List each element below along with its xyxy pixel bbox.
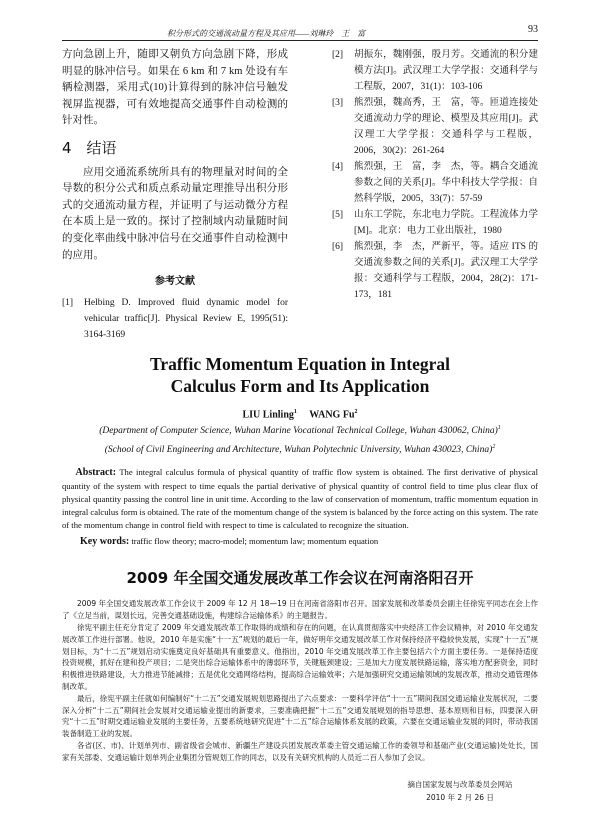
reference-number: [5]: [332, 210, 344, 220]
reference-item: [332, 207, 538, 239]
news-body: [62, 598, 538, 763]
two-column-body: [62, 47, 538, 343]
affiliation-1-mark: 1: [497, 425, 501, 432]
affiliation-1-text: (Department of Computer Science, Wuhan Marine Vocational Technical College, Wuhan 430062, China): [99, 426, 498, 437]
reference-text: Helbing D. Improved fluid dynamic model for vehicular traffic[J]. Physical Review E, 1995(51): 3164-3169: [84, 297, 288, 340]
reference-number: [3]: [332, 98, 344, 108]
affiliation-1: [62, 420, 538, 439]
reference-text: 熊烈强，王 富，李 杰，等。耦合交通流参数之间的关系[J]。华中科技大学学报：自然科学版，2005，33(7)：57-59: [354, 162, 538, 204]
news-signature: [390, 778, 530, 804]
news-date: 2010 年 2 月 26 日: [426, 792, 494, 802]
reference-item: [332, 159, 538, 207]
reference-text: 胡振东，魏刚强，殷月芳。交通流的积分建模方法[J]。武汉理工大学学报：交通科学与工程版，2007，31(1)：103-106: [354, 50, 538, 92]
reference-item: [332, 239, 538, 303]
abstract-label: Abstract:: [75, 467, 117, 479]
english-title-line-1: Traffic Momentum Equation in Integral: [149, 353, 451, 374]
author-2-mark: 2: [354, 408, 358, 415]
page-number: 93: [528, 24, 538, 35]
reference-item: [332, 95, 538, 159]
right-column-references: [332, 47, 538, 303]
running-title: 积分形式的交通流动量方程及其应用——刘琳玲 王 富: [167, 29, 366, 38]
references-heading: 参考文献: [155, 276, 195, 288]
reference-number: [4]: [332, 162, 344, 172]
news-title: 2009 年全国交通发展改革工作会议在河南洛阳召开: [126, 569, 474, 588]
reference-text: 熊烈强，魏高秀，王 富，等。匝道连接处交通流动力学的理论、模型及其应用[J]。武汉理工大学学报：交通科学与工程版，2006，30(2)：261-264: [354, 98, 538, 156]
affiliation-2-text: (School of Civil Engineering and Architecture, Wuhan Polytechnic University, Wuhan 430023, China): [104, 445, 493, 456]
reference-item: [62, 295, 288, 343]
english-title-line-2: Calculus Form and Its Application: [170, 375, 430, 396]
conclusion-continuation-paragraph: 方向急剧上升，随即又朝负方向急剧下降，形成明显的脉冲信号。如果在 6 km 和 7 km 处设有车辆检测器，采用式(10)计算得到的脉冲信号触发视屏监视器，可有效地提高交通事件自动检测的针对性。: [62, 49, 288, 127]
header-rule: [62, 40, 538, 41]
section-heading-conclusion: 4 结语: [62, 138, 117, 157]
keywords-label: Key words:: [80, 536, 130, 548]
running-header: [62, 24, 538, 40]
reference-number: [2]: [332, 50, 344, 60]
reference-number: [1]: [62, 297, 74, 308]
reference-item: [332, 47, 538, 95]
affiliation-2-mark: 2: [492, 444, 496, 451]
left-column: [62, 47, 288, 343]
news-paragraph: 2009 年全国交通发展改革工作会议于 2009 年 12 月 18—19 日在河南省洛阳市召开。国家发展和改革委员会副主任徐宪平同志在会上作了《立足当前，谋划长远，完善交通基础设施，构建综合运输体系》的主题报告。: [62, 599, 538, 621]
news-paragraph: 各省(区、市)、计划单列市、副省级省会城市、新疆生产建设兵团发展改革委主管交通运输工作的委领导和基础产业(交通运输)处处长，国家有关部委、交通运输计划单列企业集团分管规划工作的同志，以及有关研究机构的人员近二百人参加了会议。: [62, 740, 538, 762]
english-title: [62, 353, 538, 397]
reference-text: 山东工学院，东北电力学院。工程流体力学[M]。北京：电力工业出版社，1980: [354, 210, 538, 236]
affiliation-2: [62, 439, 538, 458]
news-paragraph: 最后，徐宪平副主任就如何编制好“十二五”交通发展规划思路提出了六点要求：一要科学评估“十一五”期间我国交通运输业发展状况，二要深入分析“十二五”期间社会发展对交通运输业提出的新要求，三要准确把握“十二五”交通发展规划的指导思想、基本原则和目标，四要深入研究“十二五”时期交通运输业发展的主要任务，五要系统地研究促进“十二五”综合运输体系发展的政策，六要在交通运输业发展的同时，带动我国装备制造工业的发展。: [62, 693, 538, 739]
conclusion-paragraph: 应用交通流系统所具有的物理量对时间的全导数的积分公式和质点系动量定理推导出积分形式的交通流动量方程，并证明了与运动微分方程在本质上是一致的。探讨了控制域内动量随时间的变化率曲线中脉冲信号在交通事件自动检测中的应用。: [62, 166, 288, 261]
english-authors: [62, 409, 538, 420]
english-abstract: [62, 466, 538, 532]
reference-number: [6]: [332, 242, 344, 252]
news-source: 摘自国家发展与改革委员会网站: [407, 779, 513, 789]
reference-text: 熊烈强，李 杰，严新平，等。适应 ITS 的交通流参数之间的关系[J]。武汉理工大学学报：交通科学与工程版，2004，28(2)：171-173，181: [354, 242, 538, 300]
keywords-text: traffic flow theory; macro-model; momentum law; momentum equation: [131, 536, 379, 547]
author-1: LIU Linling: [242, 409, 294, 421]
abstract-text: The integral calculus formula of physical quantity of traffic flow system is obtained. The first derivative of physical quantity of the system with respect to time equals the partial derivative of physical quantity of control field to time plus clear flux of physical quantity passing the control line in unit time. According to the law of conservation of momentum, traffic momentum equation in integral calculus form is obtained. The rate of the momentum change of the system is balanced by the force acting on this system. The rate of the momentum change in control field with respect to time is calculated to recognize the situation.: [62, 467, 539, 531]
author-2: WANG Fu: [309, 409, 355, 421]
author-1-mark: 1: [293, 408, 297, 415]
news-paragraph: 徐宪平副主任充分肯定了 2009 年交通发展改革工作取得的成绩和存在的问题，在认真贯彻落实中央经济工作会议精神，对 2010 年交通发展改革工作进行部署。他说，2010 年是实施“十一五”规划的最后一年，做好明年交通发展改革工作对保持经济平稳较快发展，实现“十一五”规划目标，为“十二五”规划启动实施奠定良好基础具有重要意义。他指出，2010 年交通发展改革工作主要包括六个方面主要任务。一是保持适度投资规模，抓好在建和投产项目；二是突出综合运输体系中的薄弱环节，关键瓶颈建设；三是加大力度发展铁路运输，落实地方配套资金，同时积极推进铁路建设，大力推进节能减排；五是优化交通网络结构，提高综合运输效率；六是加强研究交通运输领域的发展改革，推动交通管理体制改革。: [62, 622, 538, 691]
english-keywords: [62, 534, 538, 549]
